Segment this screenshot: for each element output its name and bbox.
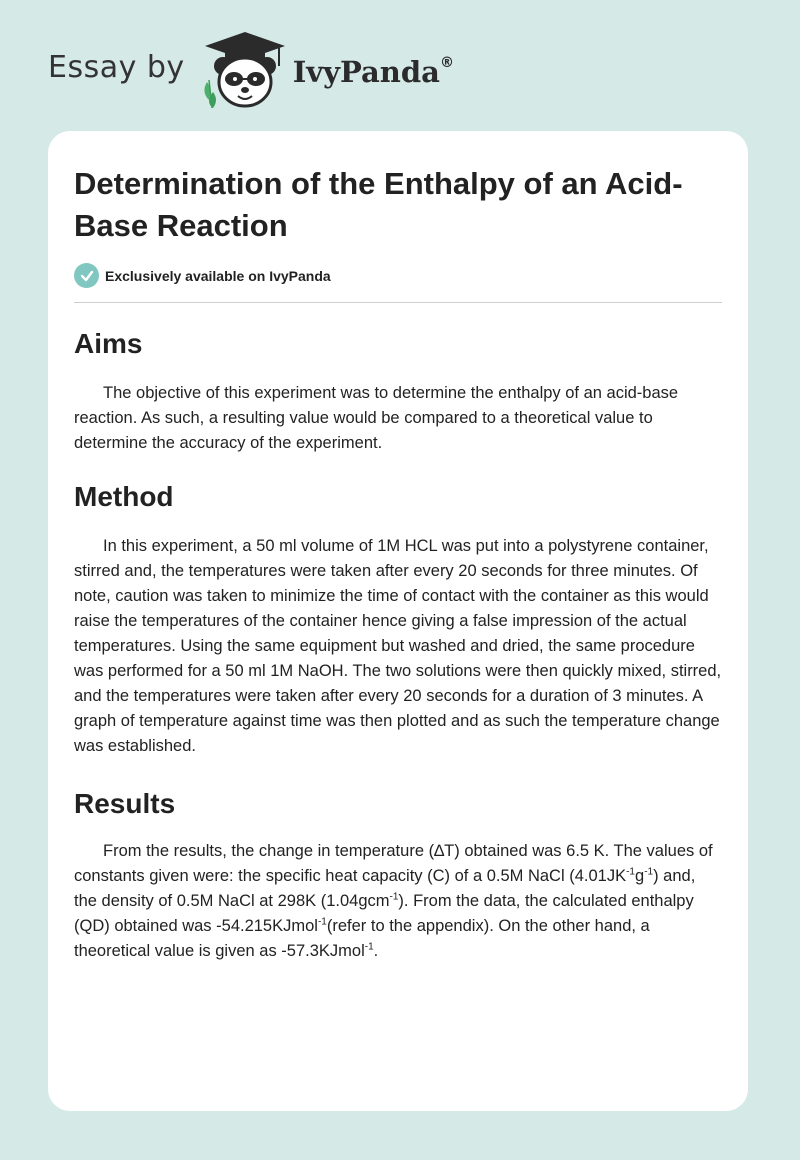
page-title: Determination of the Enthalpy of an Acid-Base Reaction [74,166,683,243]
essay-by-label: Essay by [48,49,185,85]
essay-card [48,131,748,1111]
section-aims [74,327,722,456]
section-results [74,787,722,964]
site-header [48,30,454,110]
section-heading: Results [74,788,176,819]
brand-name[interactable]: IvyPanda® [292,55,454,89]
badge-label: Exclusively available on IvyPanda [105,267,331,284]
section-heading: Aims [74,328,143,359]
section-method [74,480,722,759]
check-icon [74,263,99,288]
section-heading: Method [74,481,174,512]
exclusive-badge [74,263,722,303]
section-paragraph: In this experiment, a 50 ml volume of 1M HCL was put into a polystyrene container, stirred and, the temperatures were taken after every 20 seconds for three minutes. Of note, caution was taken to minimize the time of contact with the container as this would raise the temperatures of the container hence giving a false impression of the actual temperatures. Using the same equipment but washed and dried, the same procedure was performed for a 50 ml 1M NaOH. The two solutions were then quickly mixed, stirred, and the temperatures were taken after every 20 seconds for a duration of 3 minutes. A graph of temperature against time was then plotted and as such the temperature change was established. [74,537,722,755]
section-paragraph: From the results, the change in temperature (∆T) obtained was 6.5 K. The values of constants given were: the specific heat capacity (C) of a 0.5M NaCl $(4.01JK^{-1}g^{-1})$ and, the density of 0.5M NaCl at 298K (1.04gcm$^{-1}$). From the data, the calculated enthalpy (QD) obtained was -54.215KJmol$^{-1}$(refer to the appendix). On the other hand, a theoretical value is given as -57.3KJmol$^{-1}$. [74,842,713,960]
panda-logo-icon[interactable] [199,30,291,110]
section-paragraph: The objective of this experiment was to determine the enthalpy of an acid-base reaction. As such, a resulting value would be compared to a theoretical value to determine the accuracy of the experiment. [74,384,679,452]
